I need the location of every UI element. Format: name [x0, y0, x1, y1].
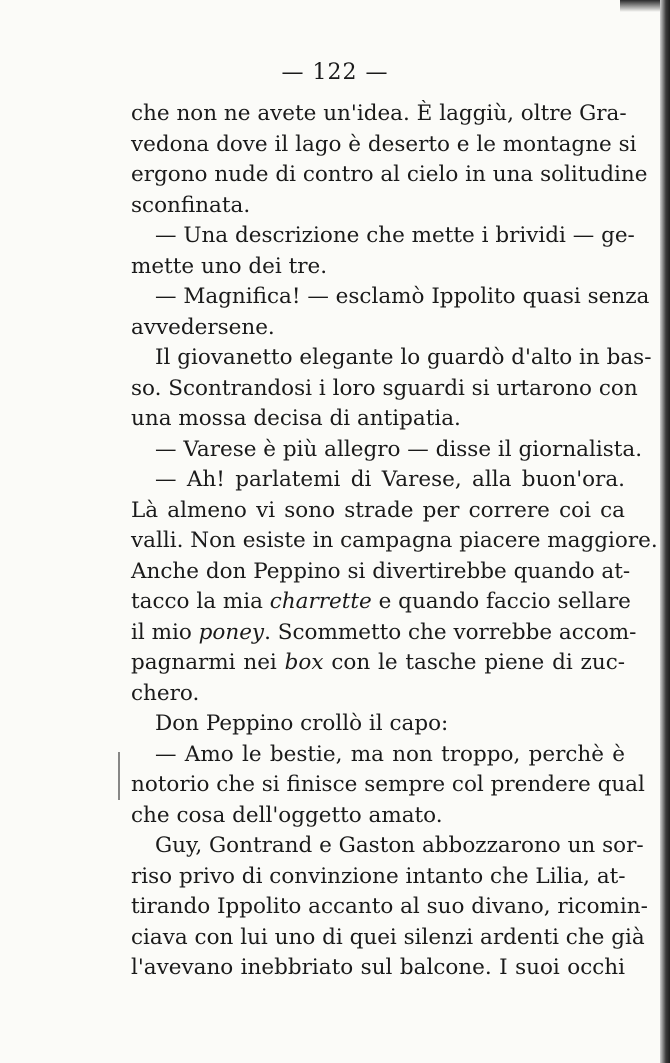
text-line: Anche don Peppino si divertirebbe quando at- [131, 558, 631, 584]
text-line-mixed [131, 587, 631, 618]
text-line: riso privo di convinzione intanto che Lilia, at- [131, 863, 626, 889]
text-line: sconfinata. [131, 192, 251, 218]
text-line: Guy, Gontrand e Gaston abbozzarono un sor- [155, 833, 644, 858]
text-segment: con le tasche piene di zuc- [331, 650, 625, 675]
text-line: tirando Ippolito accanto al suo divano, ricomin- [131, 894, 648, 919]
text-line: notorio che si finisce sempre col prendere qual [131, 772, 645, 797]
text-segment: pagnarmi nei [131, 650, 277, 675]
italic-word: poney [198, 619, 265, 645]
text-line: che non ne avete un'idea. È laggiù, oltre Gra- [131, 101, 627, 126]
text-segment: tacco la mia [131, 589, 263, 614]
text-line: Don Peppino crollò il capo: [155, 711, 449, 736]
text-line-mixed [131, 618, 637, 649]
text-line: — Magnifica! — esclamò Ippolito quasi senza [155, 284, 650, 309]
text-line: che cosa dell'oggetto amato. [131, 802, 443, 828]
text-line: avvedersene. [131, 314, 275, 340]
text-line: so. Scontrandosi i loro sguardi si urtarono con [131, 375, 638, 401]
text-line: l'avevano inebbriato sul balcone. I suoi occhi [131, 955, 625, 980]
margin-pencil-mark [118, 752, 120, 800]
text-line: — Ah! parlatemi di Varese, alla buon'ora. [155, 467, 625, 492]
text-segment: il mio [131, 619, 192, 645]
text-line: valli. Non esiste in campagna piacere maggiore. [131, 528, 658, 553]
text-line: vedona dove il lago è deserto e le montagne si [131, 131, 637, 157]
italic-word: charrette [269, 589, 372, 614]
page-edge-shadow-right [660, 0, 670, 1063]
text-line: una mossa decisa di antipatia. [131, 406, 461, 431]
text-line-mixed [131, 648, 625, 679]
text-line: — Una descrizione che mette i brividi — ge- [155, 223, 635, 248]
text-line: mette uno dei tre. [131, 253, 328, 279]
text-line: ciava con lui uno di quei silenzi ardenti che già [131, 924, 645, 950]
page-number: — 122 — [281, 60, 389, 85]
text-line: — Amo le bestie, ma non troppo, perchè è [155, 741, 625, 767]
text-line: ergono nude di contro al cielo in una solitudine [131, 162, 648, 187]
text-segment: e quando faccio sellare [378, 589, 631, 614]
body-text [131, 99, 658, 984]
text-line: Il giovanetto elegante lo guardò d'alto in bas- [155, 345, 652, 370]
italic-word: box [284, 650, 324, 675]
text-line: chero. [131, 680, 200, 706]
text-line: Là almeno vi sono strade per correre coi ca [131, 497, 625, 523]
text-line: — Varese è più allegro — disse il giornalista. [155, 436, 643, 462]
text-segment: . Scommetto che vorrebbe accom- [264, 619, 637, 645]
